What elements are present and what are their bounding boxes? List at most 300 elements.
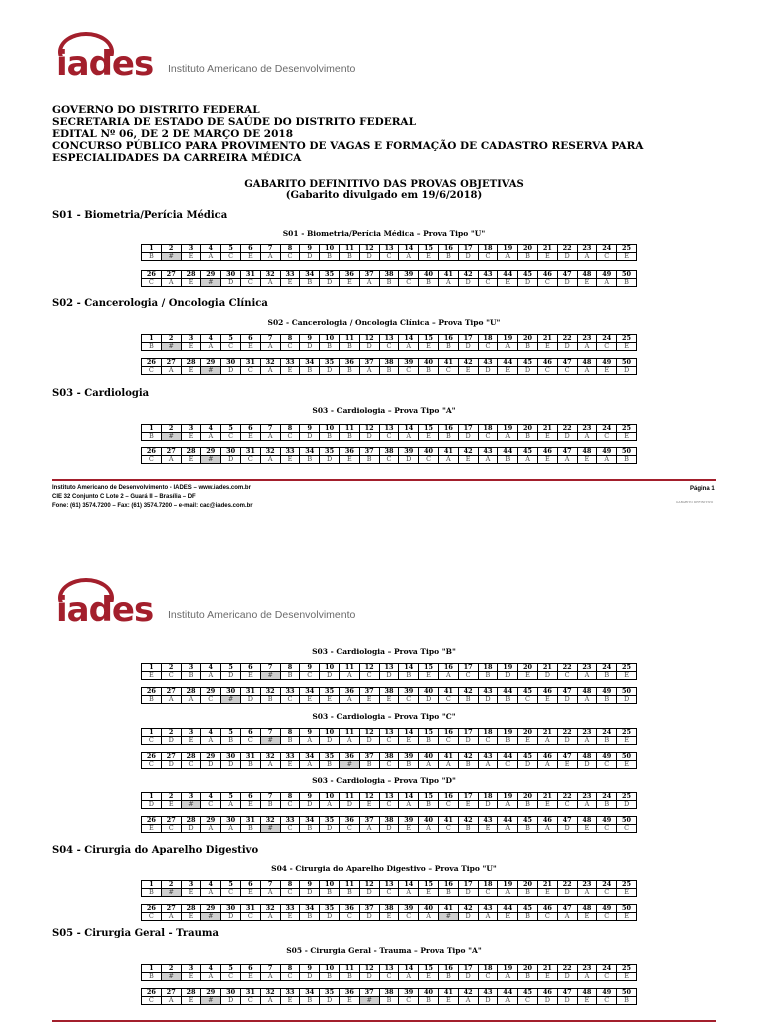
question-number: 20 bbox=[518, 793, 538, 801]
answer-cell: A bbox=[577, 367, 597, 375]
question-number: 32 bbox=[260, 448, 280, 456]
question-number: 15 bbox=[419, 425, 439, 433]
answer-cell: B bbox=[438, 343, 458, 351]
answer-cell: A bbox=[498, 433, 518, 441]
question-number: 3 bbox=[181, 335, 201, 343]
question-number: 34 bbox=[300, 905, 320, 913]
question-number: 41 bbox=[438, 753, 458, 761]
footer-rule bbox=[52, 479, 716, 481]
question-number: 8 bbox=[280, 881, 300, 889]
question-number: 45 bbox=[518, 448, 538, 456]
answer-cell: D bbox=[518, 761, 538, 769]
question-number: 5 bbox=[221, 793, 241, 801]
answer-cell: D bbox=[359, 433, 379, 441]
answer-cell: C bbox=[280, 801, 300, 809]
question-number: 12 bbox=[359, 245, 379, 253]
question-number: 50 bbox=[617, 359, 637, 367]
question-number: 13 bbox=[379, 965, 399, 973]
table-caption: S05 - Cirurgia Geral - Trauma – Prova Tipo "A" bbox=[286, 946, 482, 955]
question-number: 44 bbox=[498, 688, 518, 696]
question-number: 49 bbox=[597, 817, 617, 825]
question-number: 3 bbox=[181, 793, 201, 801]
answer-cell: D bbox=[221, 367, 241, 375]
question-number: 39 bbox=[399, 989, 419, 997]
question-number: 7 bbox=[260, 335, 280, 343]
question-number: 43 bbox=[478, 448, 498, 456]
answer-cell: E bbox=[537, 456, 557, 464]
answer-cell: E bbox=[320, 696, 340, 704]
answer-cell: E bbox=[518, 737, 538, 745]
question-number: 27 bbox=[161, 359, 181, 367]
answer-row bbox=[142, 367, 637, 375]
question-number: 19 bbox=[498, 793, 518, 801]
answer-key-table bbox=[141, 244, 637, 261]
answer-cell: A bbox=[478, 913, 498, 921]
question-number: 25 bbox=[617, 793, 637, 801]
answer-cell: B bbox=[320, 343, 340, 351]
answer-row bbox=[142, 696, 637, 704]
answer-cell: D bbox=[221, 279, 241, 287]
question-number: 45 bbox=[518, 271, 538, 279]
answer-cell: E bbox=[240, 889, 260, 897]
question-number: 3 bbox=[181, 664, 201, 672]
question-number: 4 bbox=[201, 881, 221, 889]
answer-cell: E bbox=[359, 801, 379, 809]
answer-cell: C bbox=[221, 973, 241, 981]
question-number: 23 bbox=[577, 425, 597, 433]
question-number: 26 bbox=[142, 688, 162, 696]
answer-cell: A bbox=[577, 973, 597, 981]
question-number: 22 bbox=[557, 793, 577, 801]
question-number: 10 bbox=[320, 965, 340, 973]
answer-cell: A bbox=[339, 696, 359, 704]
answer-cell: A bbox=[260, 253, 280, 261]
answer-cell: A bbox=[399, 889, 419, 897]
question-number: 7 bbox=[260, 245, 280, 253]
question-number: 13 bbox=[379, 881, 399, 889]
answer-cell: D bbox=[320, 367, 340, 375]
answer-cell: D bbox=[478, 801, 498, 809]
question-number: 25 bbox=[617, 729, 637, 737]
question-number: 38 bbox=[379, 905, 399, 913]
question-number: 42 bbox=[458, 905, 478, 913]
question-number: 47 bbox=[557, 688, 577, 696]
answer-cell: C bbox=[597, 761, 617, 769]
question-number-row bbox=[142, 664, 637, 672]
question-number: 1 bbox=[142, 425, 162, 433]
question-number: 24 bbox=[597, 245, 617, 253]
question-number: 9 bbox=[300, 881, 320, 889]
answer-cell: E bbox=[617, 672, 637, 680]
question-number: 49 bbox=[597, 448, 617, 456]
question-number: 15 bbox=[419, 245, 439, 253]
answer-cell: C bbox=[478, 737, 498, 745]
answer-cell: E bbox=[300, 696, 320, 704]
answer-cell: E bbox=[577, 913, 597, 921]
answer-cell: B bbox=[339, 433, 359, 441]
answer-cell: E bbox=[498, 279, 518, 287]
answer-cell: A bbox=[577, 889, 597, 897]
question-number: 15 bbox=[419, 729, 439, 737]
question-number: 27 bbox=[161, 448, 181, 456]
question-number: 3 bbox=[181, 881, 201, 889]
question-number: 10 bbox=[320, 793, 340, 801]
answer-cell: A bbox=[221, 825, 241, 833]
answer-cell: C bbox=[597, 997, 617, 1005]
question-number: 47 bbox=[557, 753, 577, 761]
question-number: 8 bbox=[280, 335, 300, 343]
answer-cell: E bbox=[240, 801, 260, 809]
answer-cell: C bbox=[518, 997, 538, 1005]
question-number: 29 bbox=[201, 905, 221, 913]
question-number: 38 bbox=[379, 688, 399, 696]
question-number: 17 bbox=[458, 881, 478, 889]
question-number: 7 bbox=[260, 729, 280, 737]
answer-cell: B bbox=[379, 997, 399, 1005]
answer-cell: D bbox=[557, 279, 577, 287]
answer-cell: C bbox=[478, 343, 498, 351]
answer-cell: C bbox=[399, 367, 419, 375]
question-number: 4 bbox=[201, 245, 221, 253]
question-number: 15 bbox=[419, 881, 439, 889]
question-number: 16 bbox=[438, 965, 458, 973]
question-number: 6 bbox=[240, 335, 260, 343]
question-number: 28 bbox=[181, 817, 201, 825]
question-number: 26 bbox=[142, 359, 162, 367]
question-number: 16 bbox=[438, 245, 458, 253]
answer-cell: D bbox=[359, 913, 379, 921]
question-number: 1 bbox=[142, 664, 162, 672]
answer-cell: D bbox=[300, 433, 320, 441]
question-number: 24 bbox=[597, 881, 617, 889]
question-number: 2 bbox=[161, 793, 181, 801]
answer-cell: D bbox=[617, 696, 637, 704]
answer-cell: B bbox=[142, 696, 162, 704]
annulled-answer: # bbox=[161, 343, 181, 351]
question-number: 17 bbox=[458, 245, 478, 253]
answer-cell: A bbox=[458, 997, 478, 1005]
answer-cell: C bbox=[597, 825, 617, 833]
question-number: 44 bbox=[498, 753, 518, 761]
question-number: 5 bbox=[221, 425, 241, 433]
question-number: 19 bbox=[498, 425, 518, 433]
question-number: 50 bbox=[617, 817, 637, 825]
answer-row bbox=[142, 825, 637, 833]
answer-cell: C bbox=[438, 367, 458, 375]
question-number: 46 bbox=[537, 359, 557, 367]
answer-cell: B bbox=[419, 801, 439, 809]
answer-cell: A bbox=[438, 761, 458, 769]
answer-cell: D bbox=[300, 801, 320, 809]
question-number: 39 bbox=[399, 688, 419, 696]
question-number: 2 bbox=[161, 965, 181, 973]
question-number: 37 bbox=[359, 688, 379, 696]
answer-cell: A bbox=[260, 433, 280, 441]
question-number: 2 bbox=[161, 881, 181, 889]
answer-cell: C bbox=[142, 737, 162, 745]
question-number: 2 bbox=[161, 729, 181, 737]
answer-cell: E bbox=[240, 973, 260, 981]
question-number: 48 bbox=[577, 271, 597, 279]
document-subtitle: (Gabarito divulgado em 19/6/2018) bbox=[285, 190, 483, 201]
question-number: 39 bbox=[399, 359, 419, 367]
annulled-answer: # bbox=[201, 367, 221, 375]
question-number: 40 bbox=[419, 753, 439, 761]
question-number: 22 bbox=[557, 425, 577, 433]
question-number: 46 bbox=[537, 688, 557, 696]
question-number: 30 bbox=[221, 359, 241, 367]
answer-cell: E bbox=[458, 801, 478, 809]
answer-row bbox=[142, 343, 637, 351]
answer-cell: C bbox=[142, 913, 162, 921]
answer-cell: A bbox=[300, 737, 320, 745]
question-number: 2 bbox=[161, 425, 181, 433]
annulled-answer: # bbox=[339, 761, 359, 769]
answer-cell: B bbox=[478, 672, 498, 680]
question-number: 31 bbox=[240, 753, 260, 761]
question-number: 21 bbox=[537, 793, 557, 801]
answer-key-table bbox=[141, 816, 637, 833]
answer-cell: D bbox=[498, 672, 518, 680]
question-number: 23 bbox=[577, 965, 597, 973]
question-number: 23 bbox=[577, 881, 597, 889]
answer-cell: B bbox=[379, 367, 399, 375]
answer-cell: D bbox=[221, 672, 241, 680]
question-number: 26 bbox=[142, 271, 162, 279]
answer-cell: C bbox=[399, 913, 419, 921]
question-number: 2 bbox=[161, 335, 181, 343]
question-number: 44 bbox=[498, 817, 518, 825]
question-number: 8 bbox=[280, 245, 300, 253]
question-number: 50 bbox=[617, 271, 637, 279]
answer-cell: D bbox=[221, 456, 241, 464]
question-number-row bbox=[142, 688, 637, 696]
question-number: 25 bbox=[617, 881, 637, 889]
answer-cell: D bbox=[320, 672, 340, 680]
answer-cell: E bbox=[280, 456, 300, 464]
question-number: 42 bbox=[458, 989, 478, 997]
answer-cell: B bbox=[399, 672, 419, 680]
answer-cell: E bbox=[181, 973, 201, 981]
question-number: 40 bbox=[419, 688, 439, 696]
question-number: 37 bbox=[359, 905, 379, 913]
answer-cell: B bbox=[339, 889, 359, 897]
answer-cell: B bbox=[518, 433, 538, 441]
annulled-answer: # bbox=[201, 279, 221, 287]
answer-cell: A bbox=[557, 913, 577, 921]
answer-key-table bbox=[141, 358, 637, 375]
question-number: 18 bbox=[478, 664, 498, 672]
answer-cell: D bbox=[518, 367, 538, 375]
answer-cell: E bbox=[142, 825, 162, 833]
question-number: 20 bbox=[518, 881, 538, 889]
answer-cell: A bbox=[537, 737, 557, 745]
question-number: 15 bbox=[419, 335, 439, 343]
answer-cell: A bbox=[260, 889, 280, 897]
question-number: 31 bbox=[240, 905, 260, 913]
answer-cell: B bbox=[458, 825, 478, 833]
answer-cell: E bbox=[181, 279, 201, 287]
answer-cell: A bbox=[201, 889, 221, 897]
question-number: 36 bbox=[339, 271, 359, 279]
question-number: 41 bbox=[438, 905, 458, 913]
page-number: Página 1 bbox=[690, 486, 715, 492]
answer-cell: E bbox=[617, 913, 637, 921]
answer-cell: D bbox=[359, 343, 379, 351]
answer-cell: C bbox=[240, 737, 260, 745]
answer-cell: A bbox=[399, 253, 419, 261]
answer-cell: C bbox=[518, 696, 538, 704]
question-number: 21 bbox=[537, 245, 557, 253]
answer-cell: E bbox=[240, 672, 260, 680]
answer-cell: D bbox=[221, 761, 241, 769]
answer-cell: A bbox=[260, 761, 280, 769]
answer-cell: A bbox=[577, 696, 597, 704]
annulled-answer: # bbox=[260, 825, 280, 833]
answer-cell: E bbox=[181, 253, 201, 261]
question-number: 23 bbox=[577, 335, 597, 343]
question-number: 14 bbox=[399, 965, 419, 973]
question-number: 22 bbox=[557, 245, 577, 253]
question-number: 44 bbox=[498, 989, 518, 997]
question-number: 20 bbox=[518, 729, 538, 737]
answer-cell: B bbox=[221, 737, 241, 745]
question-number-row bbox=[142, 359, 637, 367]
question-number: 26 bbox=[142, 753, 162, 761]
annulled-answer: # bbox=[161, 889, 181, 897]
answer-cell: A bbox=[201, 672, 221, 680]
answer-cell: E bbox=[419, 672, 439, 680]
question-number: 31 bbox=[240, 817, 260, 825]
answer-cell: B bbox=[320, 973, 340, 981]
answer-cell: C bbox=[498, 761, 518, 769]
question-number: 14 bbox=[399, 729, 419, 737]
answer-cell: C bbox=[597, 343, 617, 351]
question-number: 33 bbox=[280, 989, 300, 997]
answer-cell: D bbox=[557, 696, 577, 704]
answer-cell: D bbox=[359, 889, 379, 897]
answer-key-table bbox=[141, 792, 637, 809]
question-number: 4 bbox=[201, 965, 221, 973]
answer-key-table bbox=[141, 880, 637, 897]
question-number: 32 bbox=[260, 817, 280, 825]
question-number: 12 bbox=[359, 881, 379, 889]
question-number: 18 bbox=[478, 965, 498, 973]
answer-cell: A bbox=[399, 343, 419, 351]
question-number: 6 bbox=[240, 664, 260, 672]
answer-cell: C bbox=[339, 825, 359, 833]
question-number: 43 bbox=[478, 359, 498, 367]
answer-cell: B bbox=[240, 825, 260, 833]
question-number: 12 bbox=[359, 793, 379, 801]
answer-row bbox=[142, 737, 637, 745]
answer-cell: D bbox=[537, 672, 557, 680]
question-number: 25 bbox=[617, 425, 637, 433]
question-number: 36 bbox=[339, 448, 359, 456]
question-number: 28 bbox=[181, 271, 201, 279]
table-caption: S01 - Biometria/Perícia Médica – Prova Tipo "U" bbox=[282, 229, 486, 238]
answer-row bbox=[142, 253, 637, 261]
answer-cell: E bbox=[181, 433, 201, 441]
answer-cell: D bbox=[557, 997, 577, 1005]
question-number: 20 bbox=[518, 335, 538, 343]
answer-cell: D bbox=[181, 825, 201, 833]
question-number: 28 bbox=[181, 989, 201, 997]
question-number: 27 bbox=[161, 271, 181, 279]
answer-cell: E bbox=[419, 253, 439, 261]
answer-cell: A bbox=[597, 456, 617, 464]
answer-cell: A bbox=[577, 343, 597, 351]
answer-cell: A bbox=[161, 367, 181, 375]
question-number: 7 bbox=[260, 881, 280, 889]
answer-cell: A bbox=[498, 343, 518, 351]
table-caption: S03 - Cardiologia – Prova Tipo "A" bbox=[312, 406, 456, 415]
question-number: 48 bbox=[577, 688, 597, 696]
answer-cell: D bbox=[320, 825, 340, 833]
question-number: 6 bbox=[240, 965, 260, 973]
annulled-answer: # bbox=[161, 433, 181, 441]
question-number: 42 bbox=[458, 817, 478, 825]
question-number: 30 bbox=[221, 905, 241, 913]
answer-key-table bbox=[141, 334, 637, 351]
question-number: 31 bbox=[240, 688, 260, 696]
question-number: 4 bbox=[201, 664, 221, 672]
question-number: 14 bbox=[399, 881, 419, 889]
answer-cell: E bbox=[419, 433, 439, 441]
question-number: 30 bbox=[221, 817, 241, 825]
answer-cell: E bbox=[617, 433, 637, 441]
question-number: 15 bbox=[419, 664, 439, 672]
answer-cell: D bbox=[557, 889, 577, 897]
answer-cell: D bbox=[359, 973, 379, 981]
answer-cell: E bbox=[458, 367, 478, 375]
answer-cell: C bbox=[379, 433, 399, 441]
answer-cell: C bbox=[280, 825, 300, 833]
header-line: CONCURSO PÚBLICO PARA PROVIMENTO DE VAGAS E FORMAÇÃO DE CADASTRO RESERVA PARA ESPECIALIDADES DA CARREIRA MÉDICA bbox=[52, 140, 644, 164]
question-number: 27 bbox=[161, 753, 181, 761]
question-number: 19 bbox=[498, 729, 518, 737]
answer-key-table bbox=[141, 988, 637, 1005]
answer-cell: B bbox=[300, 825, 320, 833]
question-number: 45 bbox=[518, 817, 538, 825]
answer-cell: B bbox=[438, 433, 458, 441]
answer-cell: D bbox=[537, 997, 557, 1005]
question-number: 31 bbox=[240, 448, 260, 456]
answer-cell: B bbox=[518, 913, 538, 921]
answer-cell: A bbox=[201, 253, 221, 261]
answer-cell: D bbox=[320, 997, 340, 1005]
answer-cell: C bbox=[557, 367, 577, 375]
answer-cell: B bbox=[359, 761, 379, 769]
answer-cell: E bbox=[280, 367, 300, 375]
footer-line: CIE 32 Conjunto C Lote 2 – Guará II – Brasília – DF bbox=[52, 494, 196, 500]
question-number: 12 bbox=[359, 664, 379, 672]
question-number: 1 bbox=[142, 965, 162, 973]
question-number: 49 bbox=[597, 688, 617, 696]
answer-cell: C bbox=[379, 737, 399, 745]
answer-cell: A bbox=[537, 761, 557, 769]
answer-cell: E bbox=[181, 737, 201, 745]
question-number: 2 bbox=[161, 664, 181, 672]
answer-cell: E bbox=[577, 997, 597, 1005]
answer-cell: E bbox=[181, 997, 201, 1005]
answer-cell: B bbox=[458, 696, 478, 704]
answer-key-table bbox=[141, 424, 637, 441]
question-number: 40 bbox=[419, 271, 439, 279]
answer-cell: C bbox=[280, 253, 300, 261]
answer-cell: B bbox=[498, 696, 518, 704]
question-number: 22 bbox=[557, 881, 577, 889]
